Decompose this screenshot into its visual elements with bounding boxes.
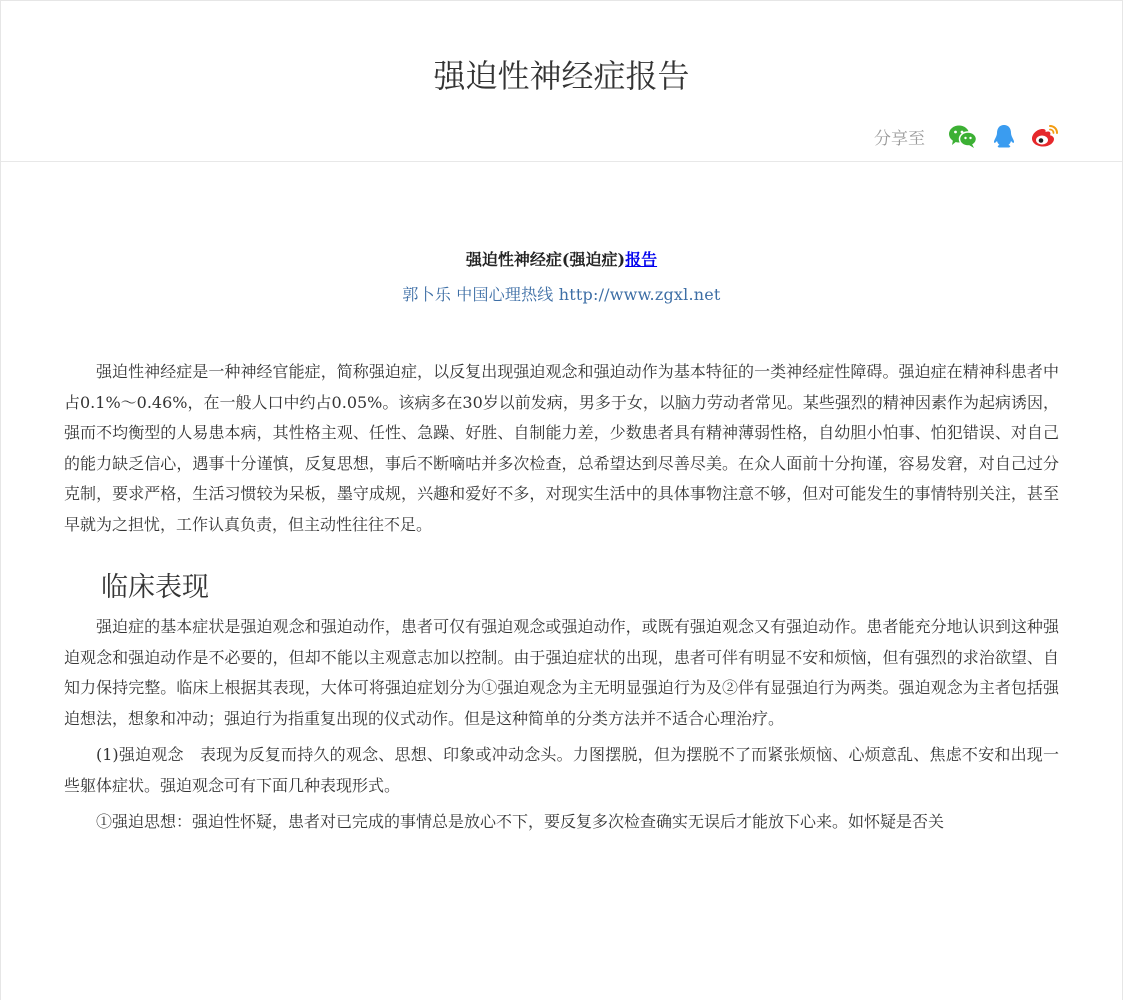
qq-icon[interactable] bbox=[989, 123, 1019, 149]
intro-paragraph: 强迫性神经症是一种神经官能症，简称强迫症，以反复出现强迫观念和强迫动作为基本特征的一类神经症性障碍。强迫症在精神科患者中占0.1%～0.46%，在一般人口中约占0.05%。该病多在30岁以前发病，男多于女，以脑力劳动者常见。某些强烈的精神因素作为起病诱因，强而不均衡型的人易患本病，其性格主观、任性、急躁、好胜、自制能力差，少数患者具有精神薄弱性格，自幼胆小怕事、怕犯错误、对自己的能力缺乏信心，遇事十分谨慎，反复思想，事后不断嘀咕并多次检查，总希望达到尽善尽美。在众人面前十分拘谨，容易发窘，对自己过分克制，要求严格，生活习惯较为呆板，墨守成规，兴趣和爱好不多，对现实生活中的具体事物注意不够，但对可能发生的事情特别关注，甚至早就为之担忧，工作认真负责，但主动性往往不足。 bbox=[64, 362, 1059, 534]
clinical-paragraph-3: ①强迫思想：强迫性怀疑，患者对已完成的事情总是放心不下，要反复多次检查确实无误后才能放下心来。如怀疑是否关 bbox=[96, 812, 945, 831]
page-title: 强迫性神经症报告 bbox=[433, 57, 690, 95]
page-header bbox=[1, 1, 1122, 162]
article-heading bbox=[64, 247, 1059, 270]
report-link[interactable]: 报告 bbox=[625, 250, 658, 269]
share-label: 分享至 bbox=[874, 128, 925, 149]
article-body bbox=[1, 247, 1122, 838]
article-byline: 郭卜乐 中国心理热线 http://www.zgxl.net bbox=[402, 285, 721, 304]
section-title-clinical: 临床表现 bbox=[101, 572, 209, 603]
wechat-icon[interactable] bbox=[948, 123, 978, 149]
article-heading-text: 强迫性神经症(强迫症) bbox=[465, 250, 626, 269]
clinical-paragraph-1: 强迫症的基本症状是强迫观念和强迫动作，患者可仅有强迫观念或强迫动作，或既有强迫观念又有强迫动作。患者能充分地认识到这种强迫观念和强迫动作是不必要的，但却不能以主观意志加以控制。由于强迫症状的出现，患者可伴有明显不安和烦恼，但有强烈的求治欲望、自知力保持完整。临床上根据其表现，大体可将强迫症划分为①强迫观念为主无明显强迫行为及②伴有显强迫行为两类。强迫观念为主者包括强迫想法，想象和冲动；强迫行为指重复出现的仪式动作。但是这种简单的分类方法并不适合心理治疗。 bbox=[64, 617, 1059, 728]
share-bar bbox=[874, 123, 1060, 149]
weibo-icon[interactable] bbox=[1030, 123, 1060, 149]
clinical-paragraph-2: (1)强迫观念 表现为反复而持久的观念、思想、印象或冲动念头。力图摆脱，但为摆脱不了而紧张烦恼、心烦意乱、焦虑不安和出现一些躯体症状。强迫观念可有下面几种表现形式。 bbox=[64, 745, 1059, 795]
